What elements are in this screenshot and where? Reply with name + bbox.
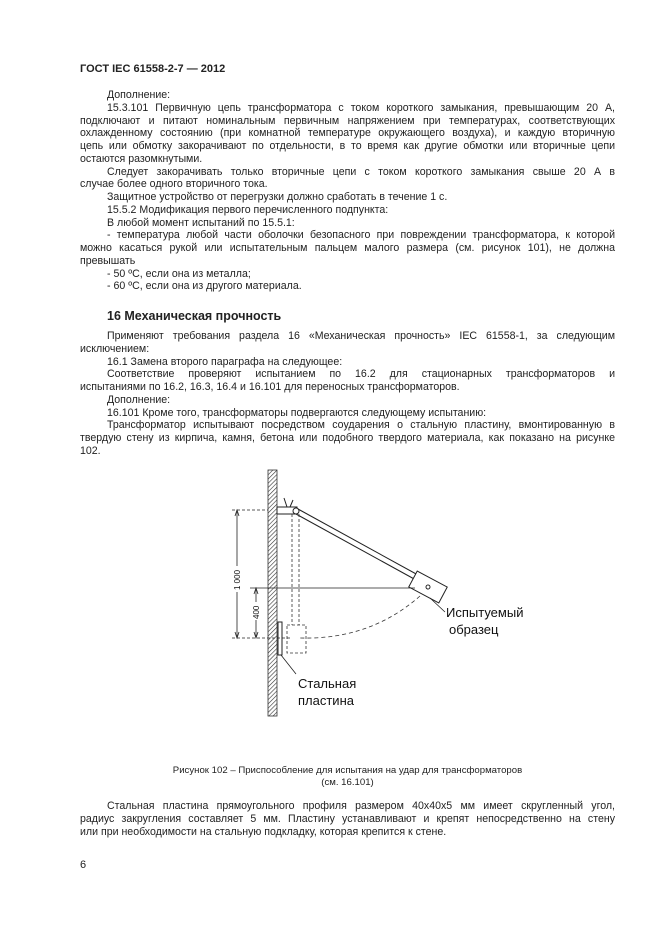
section-heading: 16 Механическая прочность [107, 309, 282, 323]
swing-arc [300, 596, 420, 638]
bracket [277, 498, 299, 514]
text-line: 16.101 Кроме того, трансформаторы подвергаются следующему испытанию: [107, 406, 487, 419]
hanging-position [287, 514, 306, 653]
text-line: можно касаться рукой или испытательным пальцем малого размера (см. рисунок 101), не должна [80, 242, 615, 254]
text-line: 16.1 Замена второго параграфа на следующее: [107, 355, 343, 368]
dimension-1000: 1 000 [233, 569, 242, 590]
label-test-sample: образец [449, 622, 499, 637]
text-line: Защитное устройство от перегрузки должно сработать в течение 1 с. [107, 191, 448, 203]
text-block-plate [80, 800, 615, 838]
text-line: Применяют требования раздела 16 «Механическая прочность» IEC 61558-1, за следующим [107, 330, 615, 342]
text-line: исключением: [80, 342, 150, 355]
text-line: Дополнение: [107, 89, 171, 101]
text-line: цепь или обмотку закорачивают по отдельности, в то время как другие обмотки или вторичные цепи [80, 140, 615, 152]
pendulum-arm [296, 509, 418, 580]
text-line: Стальная пластина прямоугольного профиля размером 40x40x5 мм имеет скругленный угол, [107, 800, 615, 812]
text-line: - температура любой части оболочки безопасного при повреждении трансформатора, к которой [107, 229, 615, 242]
figure-caption: Рисунок 102 – Приспособление для испытания на удар для трансформаторов [172, 765, 523, 776]
text-line: подключают и питают номинальным первичным напряжением при температурах, соответствующих [80, 114, 615, 127]
label-steel-plate: пластина [298, 693, 354, 708]
text-line: Дополнение: [107, 393, 171, 406]
page-number: 6 [80, 859, 87, 871]
text-line: охлажденному состоянию (при комнатной температуре окружающего воздуха), и каждую вторичную [80, 127, 615, 140]
text-line: Следует закорачивать только вторичные цепи с током короткого замыкания свыше 20 А в [107, 165, 615, 178]
steel-plate [278, 622, 282, 655]
text-line: радиус закругления составляет 5 мм. Пластину устанавливают и крепят непосредственно на стену [80, 812, 615, 825]
figure-caption-ref: (см. 16.101) [321, 777, 374, 788]
text-line: 102. [80, 444, 101, 457]
text-line: - 60 ºС, если она из другого материала. [107, 280, 302, 293]
wall [268, 470, 277, 716]
text-line: Соответствие проверяют испытанием по 16.2 для стационарных трансформаторов и [107, 368, 615, 381]
text-line: твердую стену из кирпича, камня, бетона или подобного твердого материала, как показано на рисунке [80, 432, 615, 444]
label-test-sample: Испытуемый [446, 605, 524, 620]
test-sample [409, 571, 447, 603]
dimension-lines [232, 510, 445, 674]
document-header: ГОСТ IEC 61558-2-7 — 2012 [80, 63, 226, 75]
text-line: 15.5.2 Модификация первого перечисленного подпункта: [107, 203, 389, 216]
text-line: Трансформатор испытывают посредством соударения о стальную пластину, вмонтированную в [107, 419, 615, 432]
label-steel-plate: Стальная [298, 676, 357, 691]
text-line: случае более одного вторичного тока. [80, 178, 268, 191]
text-line: или при необходимости на стальную подкладку, которая крепится к стене. [80, 825, 447, 838]
text-line: 15.3.101 Первичную цепь трансформатора с током короткого замыкания, превышающим 20 А, [107, 101, 615, 114]
text-line: остаются разомкнутыми. [80, 152, 203, 165]
text-line: превышать [80, 254, 136, 267]
dimension-400: 400 [252, 605, 261, 619]
text-line: - 50 ºС, если она из металла; [107, 267, 251, 280]
text-line: испытаниями по 16.2, 16.3, 16.4 и 16.101 для переносных трансформаторов. [80, 381, 460, 393]
text-line: В любой момент испытаний по 15.5.1: [107, 216, 295, 229]
